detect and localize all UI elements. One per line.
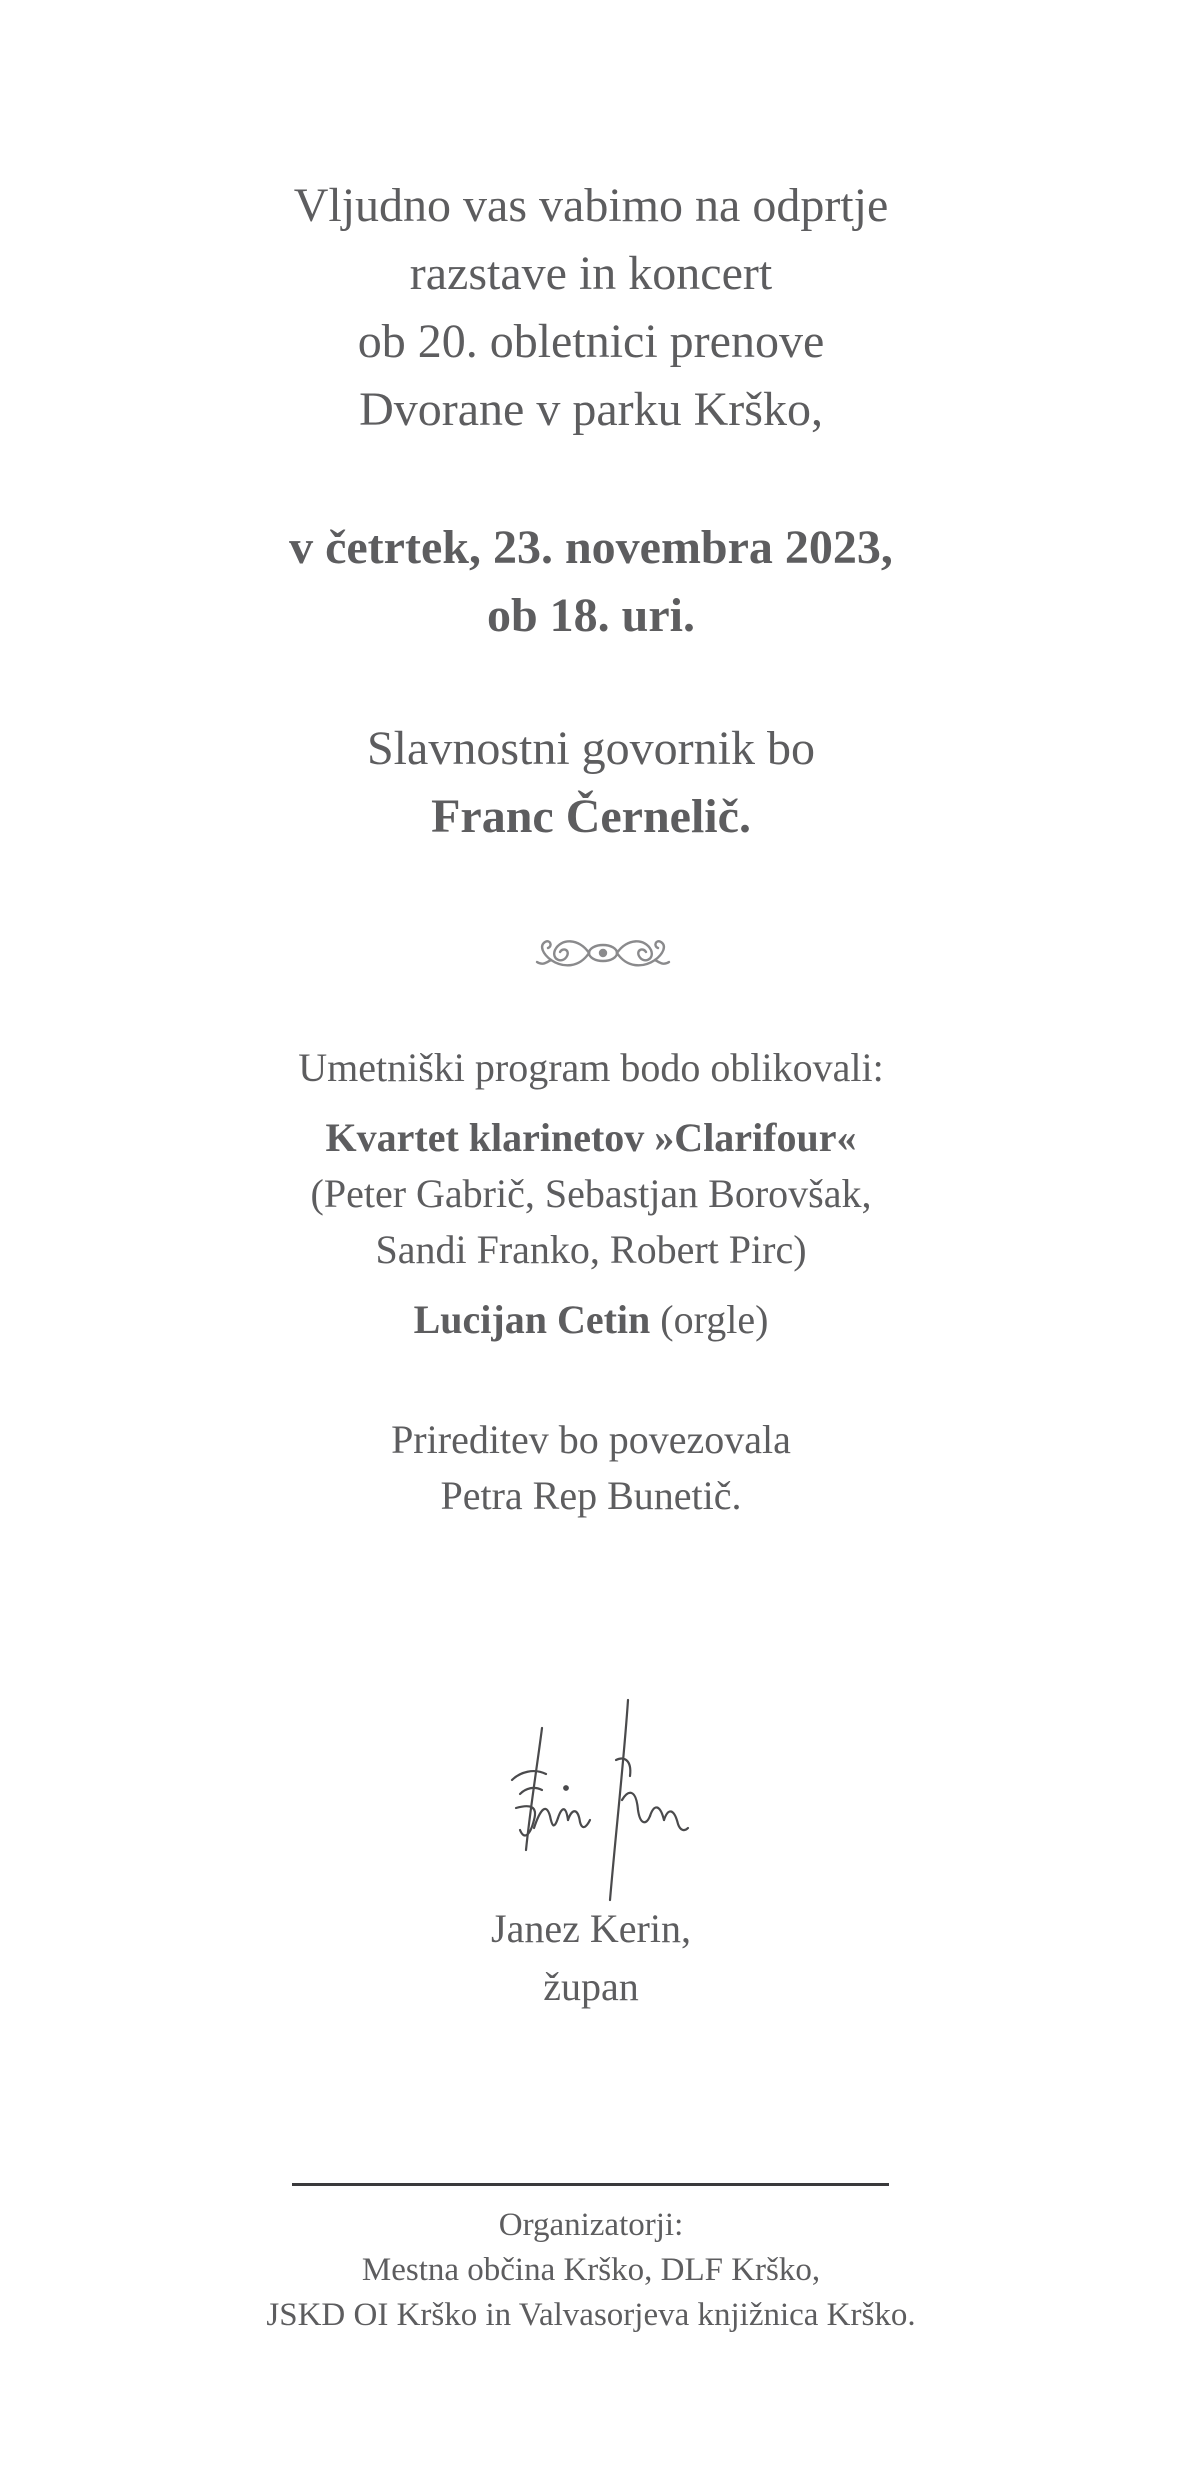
organizers-line: Mestna občina Krško, DLF Krško, <box>361 2252 821 2288</box>
invitation-intro <box>0 172 1182 444</box>
handwritten-signature <box>490 1690 700 1910</box>
ensemble-members: Sandi Franko, Robert Pirc) <box>375 1227 807 1272</box>
speaker-intro: Slavnostni govornik bo <box>366 722 815 775</box>
organizers-label: Organizatorji: <box>498 2207 684 2243</box>
speaker-name: Franc Černelič. <box>431 790 751 843</box>
intro-line: Vljudno vas vabimo na odprtje <box>293 179 889 232</box>
organist-name: Lucijan Cetin <box>413 1297 651 1342</box>
intro-line: Dvorane v parku Krško, <box>359 383 823 436</box>
organizers-line: JSKD OI Krško in Valvasorjeva knjižnica Krško. <box>266 2297 916 2333</box>
footer-divider <box>292 2183 889 2186</box>
host-name: Petra Rep Bunetič. <box>440 1473 742 1518</box>
signer-title: župan <box>543 1964 639 2009</box>
artistic-program <box>0 1040 1182 1348</box>
intro-line: razstave in koncert <box>409 247 773 300</box>
decorative-flourish-icon <box>533 932 673 974</box>
ensemble-name: Kvartet klarinetov »Clarifour« <box>325 1115 857 1160</box>
ensemble-members: (Peter Gabrič, Sebastjan Borovšak, <box>310 1171 872 1216</box>
organist-role: (orgle) <box>660 1297 769 1342</box>
signer-name: Janez Kerin, <box>491 1906 691 1951</box>
host-line: Prireditev bo povezovala <box>391 1417 791 1462</box>
intro-line: ob 20. obletnici prenove <box>357 315 825 368</box>
organizers-footer <box>0 2203 1182 2338</box>
event-date <box>0 514 1182 650</box>
organist-line <box>0 1292 1182 1348</box>
speaker-block <box>0 715 1182 851</box>
program-heading: Umetniški program bodo oblikovali: <box>298 1045 884 1090</box>
time-line: ob 18. uri. <box>486 589 696 642</box>
date-line: v četrtek, 23. novembra 2023, <box>289 521 893 574</box>
host-block <box>0 1412 1182 1524</box>
signer-block <box>0 1900 1182 2016</box>
